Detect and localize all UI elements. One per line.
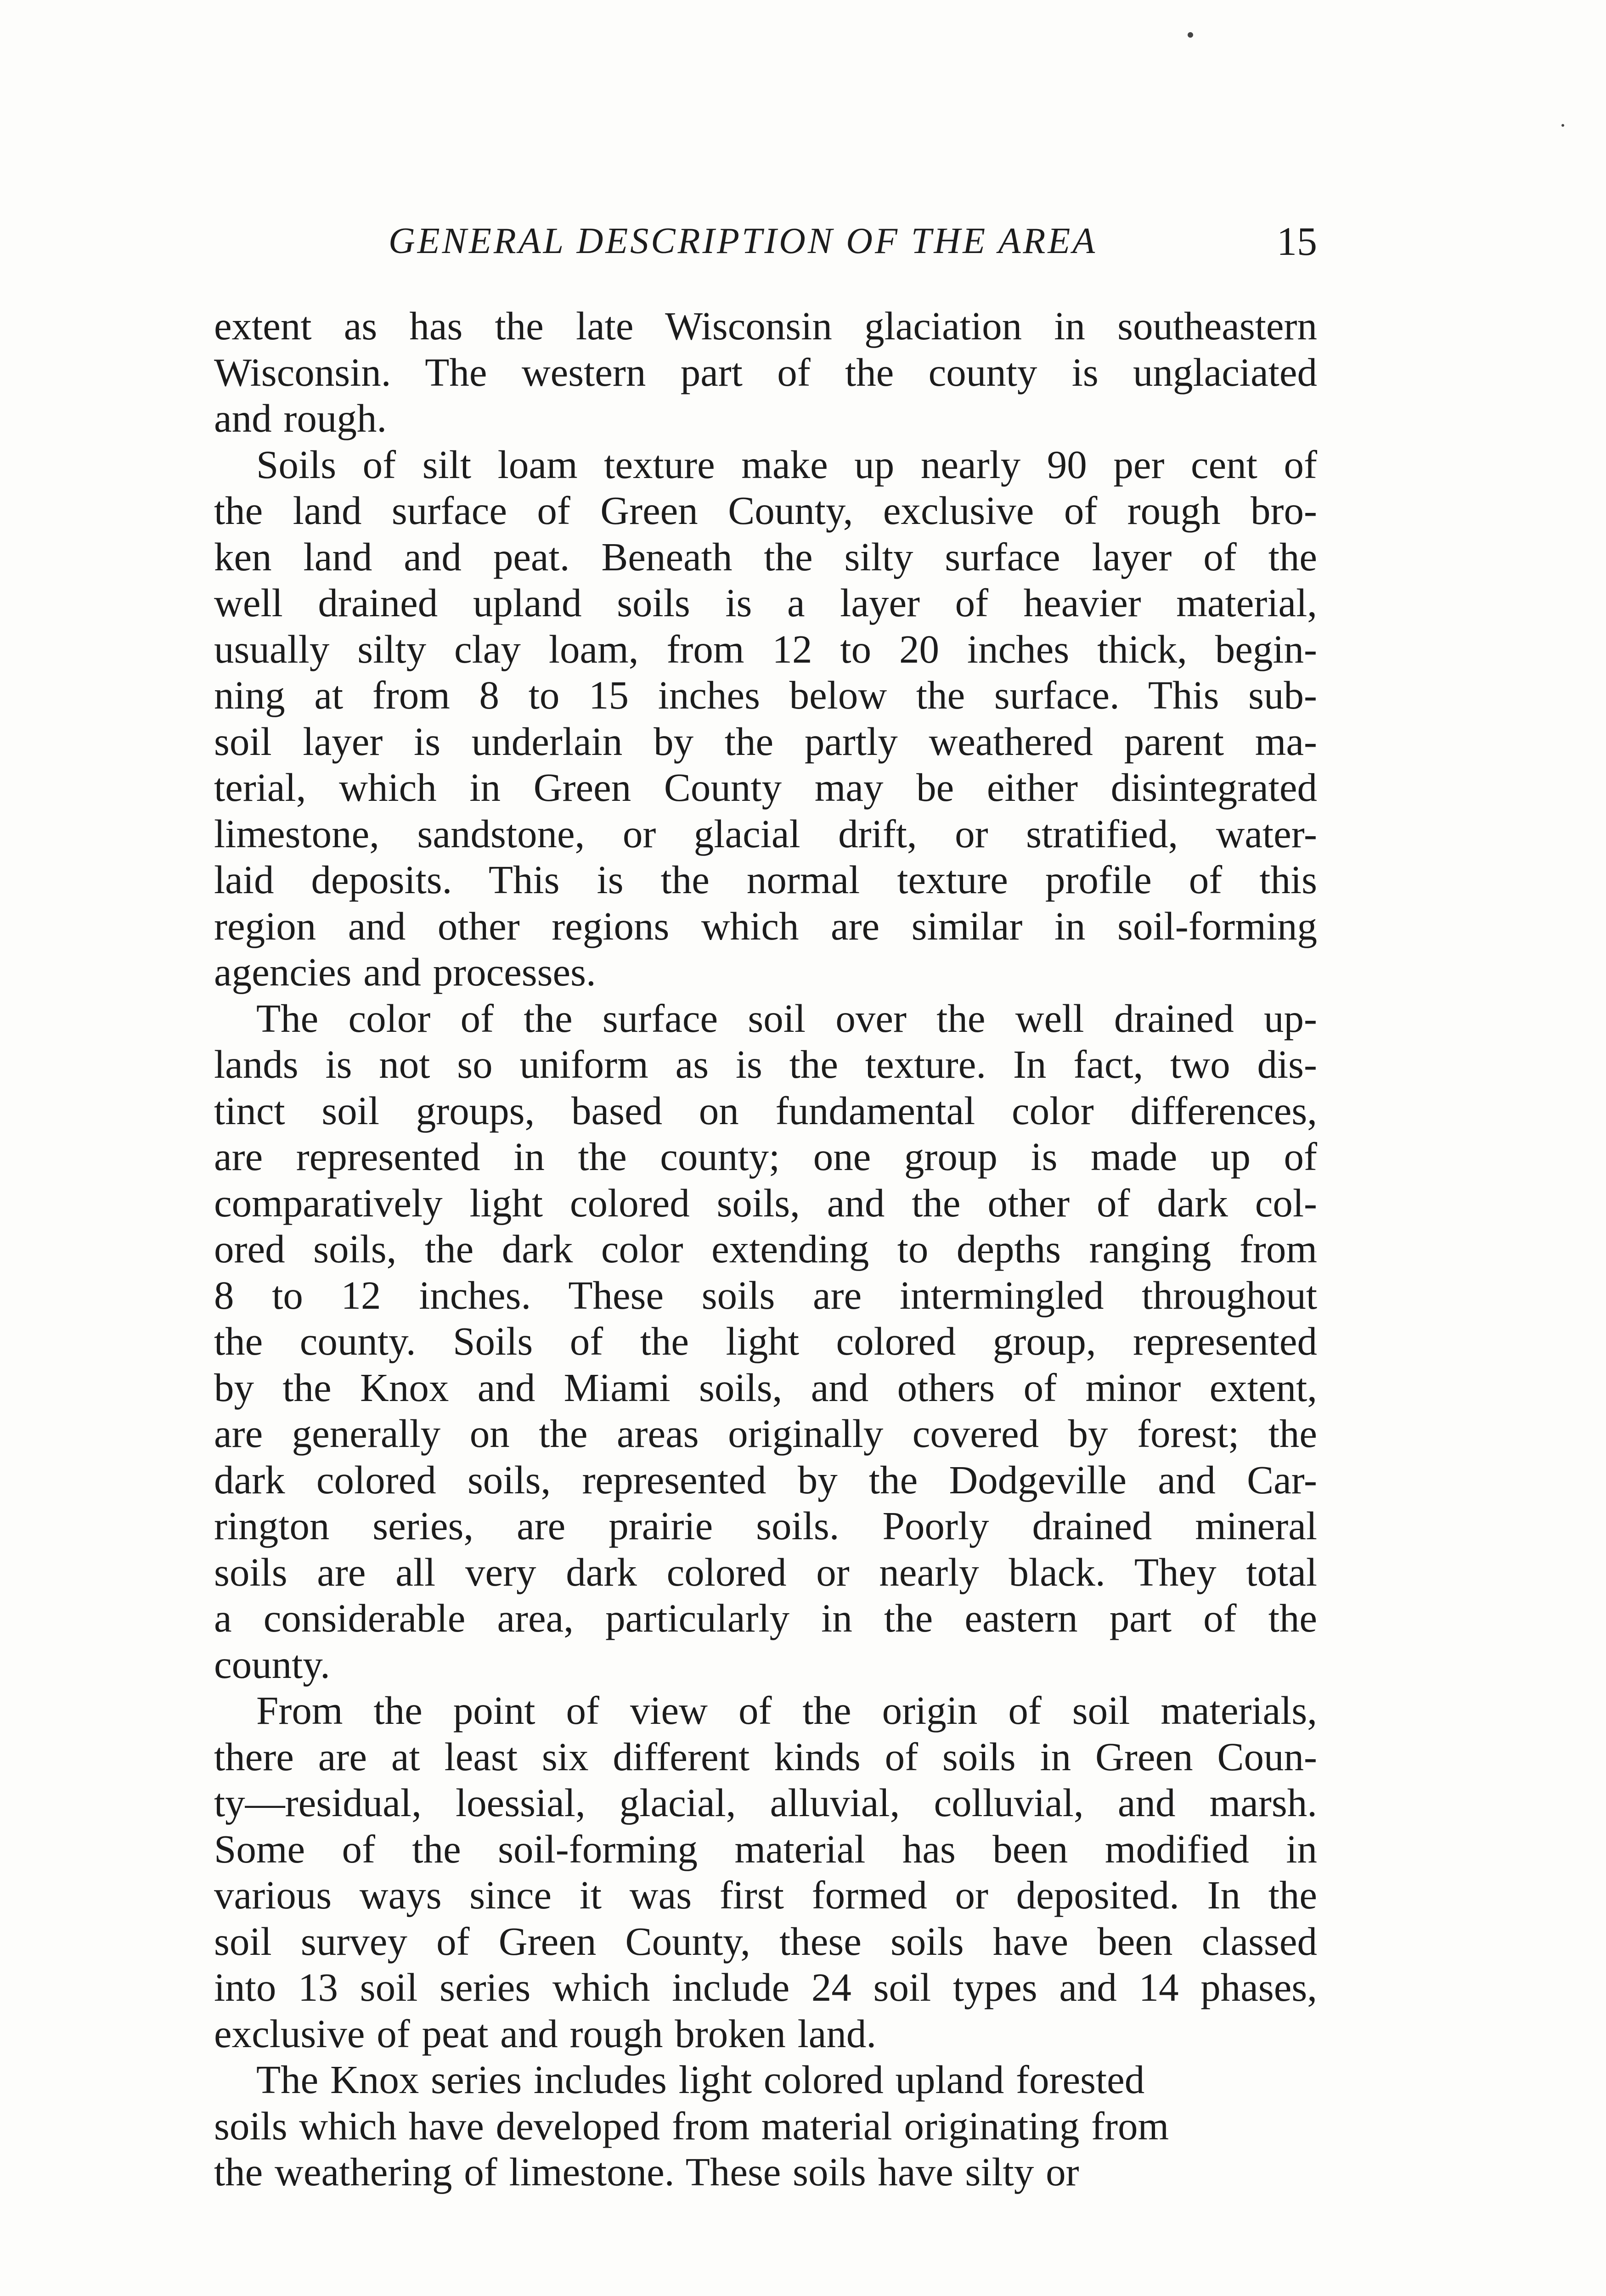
- text-line: soil layer is underlain by the partly weathered parent ma-: [214, 719, 1317, 764]
- text-line: The color of the surface soil over the well drained up-: [256, 996, 1317, 1041]
- text-line: a considerable area, particularly in the eastern part of the: [214, 1596, 1317, 1640]
- text-line: county.: [214, 1642, 330, 1687]
- text-line: From the point of view of the origin of soil materials,: [256, 1688, 1317, 1733]
- text-line: the weathering of limestone. These soils have silty or: [214, 2150, 1079, 2194]
- text-line: well drained upland soils is a layer of heavier material,: [214, 580, 1317, 625]
- ink-speck: [1188, 32, 1193, 38]
- text-line: there are at least six different kinds of soils in Green Coun-: [214, 1734, 1317, 1779]
- running-head: [214, 207, 1317, 280]
- text-line: the county. Soils of the light colored group, represented: [214, 1319, 1317, 1363]
- paragraph: [214, 303, 1317, 442]
- running-title: GENERAL DESCRIPTION OF THE AREA: [389, 221, 1098, 261]
- text-line: terial, which in Green County may be either disintegrated: [214, 765, 1317, 810]
- text-line: dark colored soils, represented by the Dodgeville and Car-: [214, 1457, 1317, 1502]
- text-line: agencies and processes.: [214, 950, 596, 994]
- text-line: ty—residual, loessial, glacial, alluvial, colluvial, and marsh.: [214, 1780, 1317, 1825]
- text-line: soils which have developed from material originating from: [214, 2103, 1169, 2148]
- ink-speck: [1561, 124, 1564, 127]
- text-line: various ways since it was first formed or deposited. In the: [214, 1873, 1317, 1917]
- text-line: soils are all very dark colored or nearly black. They total: [214, 1549, 1317, 1594]
- text-line: The Knox series includes light colored upland forested: [256, 2057, 1145, 2102]
- text-line: soil survey of Green County, these soils have been classed: [214, 1919, 1317, 1964]
- text-line: region and other regions which are similar in soil-forming: [214, 903, 1317, 948]
- text-line: tinct soil groups, based on fundamental color differences,: [214, 1088, 1317, 1133]
- text-line: into 13 soil series which include 24 soil types and 14 phases,: [214, 1965, 1317, 2009]
- text-line: are generally on the areas originally covered by forest; the: [214, 1411, 1317, 1456]
- text-line: ored soils, the dark color extending to depths ranging from: [214, 1227, 1317, 1271]
- text-line: by the Knox and Miami soils, and others of minor extent,: [214, 1365, 1317, 1410]
- text-line: Soils of silt loam texture make up nearly 90 per cent of: [256, 442, 1317, 487]
- text-line: comparatively light colored soils, and the other of dark col-: [214, 1180, 1317, 1225]
- text-line: 8 to 12 inches. These soils are intermingled throughout: [214, 1272, 1317, 1317]
- text-line: rington series, are prairie soils. Poorly drained mineral: [214, 1503, 1317, 1548]
- text-line: lands is not so uniform as is the texture. In fact, two dis-: [214, 1042, 1317, 1086]
- text-line: ning at from 8 to 15 inches below the surface. This sub-: [214, 673, 1317, 717]
- paragraph: [214, 1688, 1317, 2057]
- paragraph: [214, 2057, 1317, 2195]
- text-line: are represented in the county; one group is made up of: [214, 1134, 1317, 1179]
- text-line: laid deposits. This is the normal texture profile of this: [214, 857, 1317, 902]
- body-text: [214, 303, 1317, 2195]
- page-number: 15: [1277, 219, 1317, 264]
- text-line: Some of the soil-forming material has been modified in: [214, 1826, 1317, 1871]
- text-line: limestone, sandstone, or glacial drift, or stratified, water-: [214, 811, 1317, 856]
- text-line: the land surface of Green County, exclusive of rough bro-: [214, 488, 1317, 533]
- text-line: ken land and peat. Beneath the silty surface layer of the: [214, 534, 1317, 579]
- text-line: and rough.: [214, 396, 387, 440]
- paragraph: [214, 996, 1317, 1688]
- text-line: Wisconsin. The western part of the county is unglaciated: [214, 349, 1317, 394]
- text-line: usually silty clay loam, from 12 to 20 inches thick, begin-: [214, 626, 1317, 671]
- paragraph: [214, 442, 1317, 996]
- text-line: extent as has the late Wisconsin glaciation in southeastern: [214, 304, 1317, 348]
- text-line: exclusive of peat and rough broken land.: [214, 2011, 877, 2056]
